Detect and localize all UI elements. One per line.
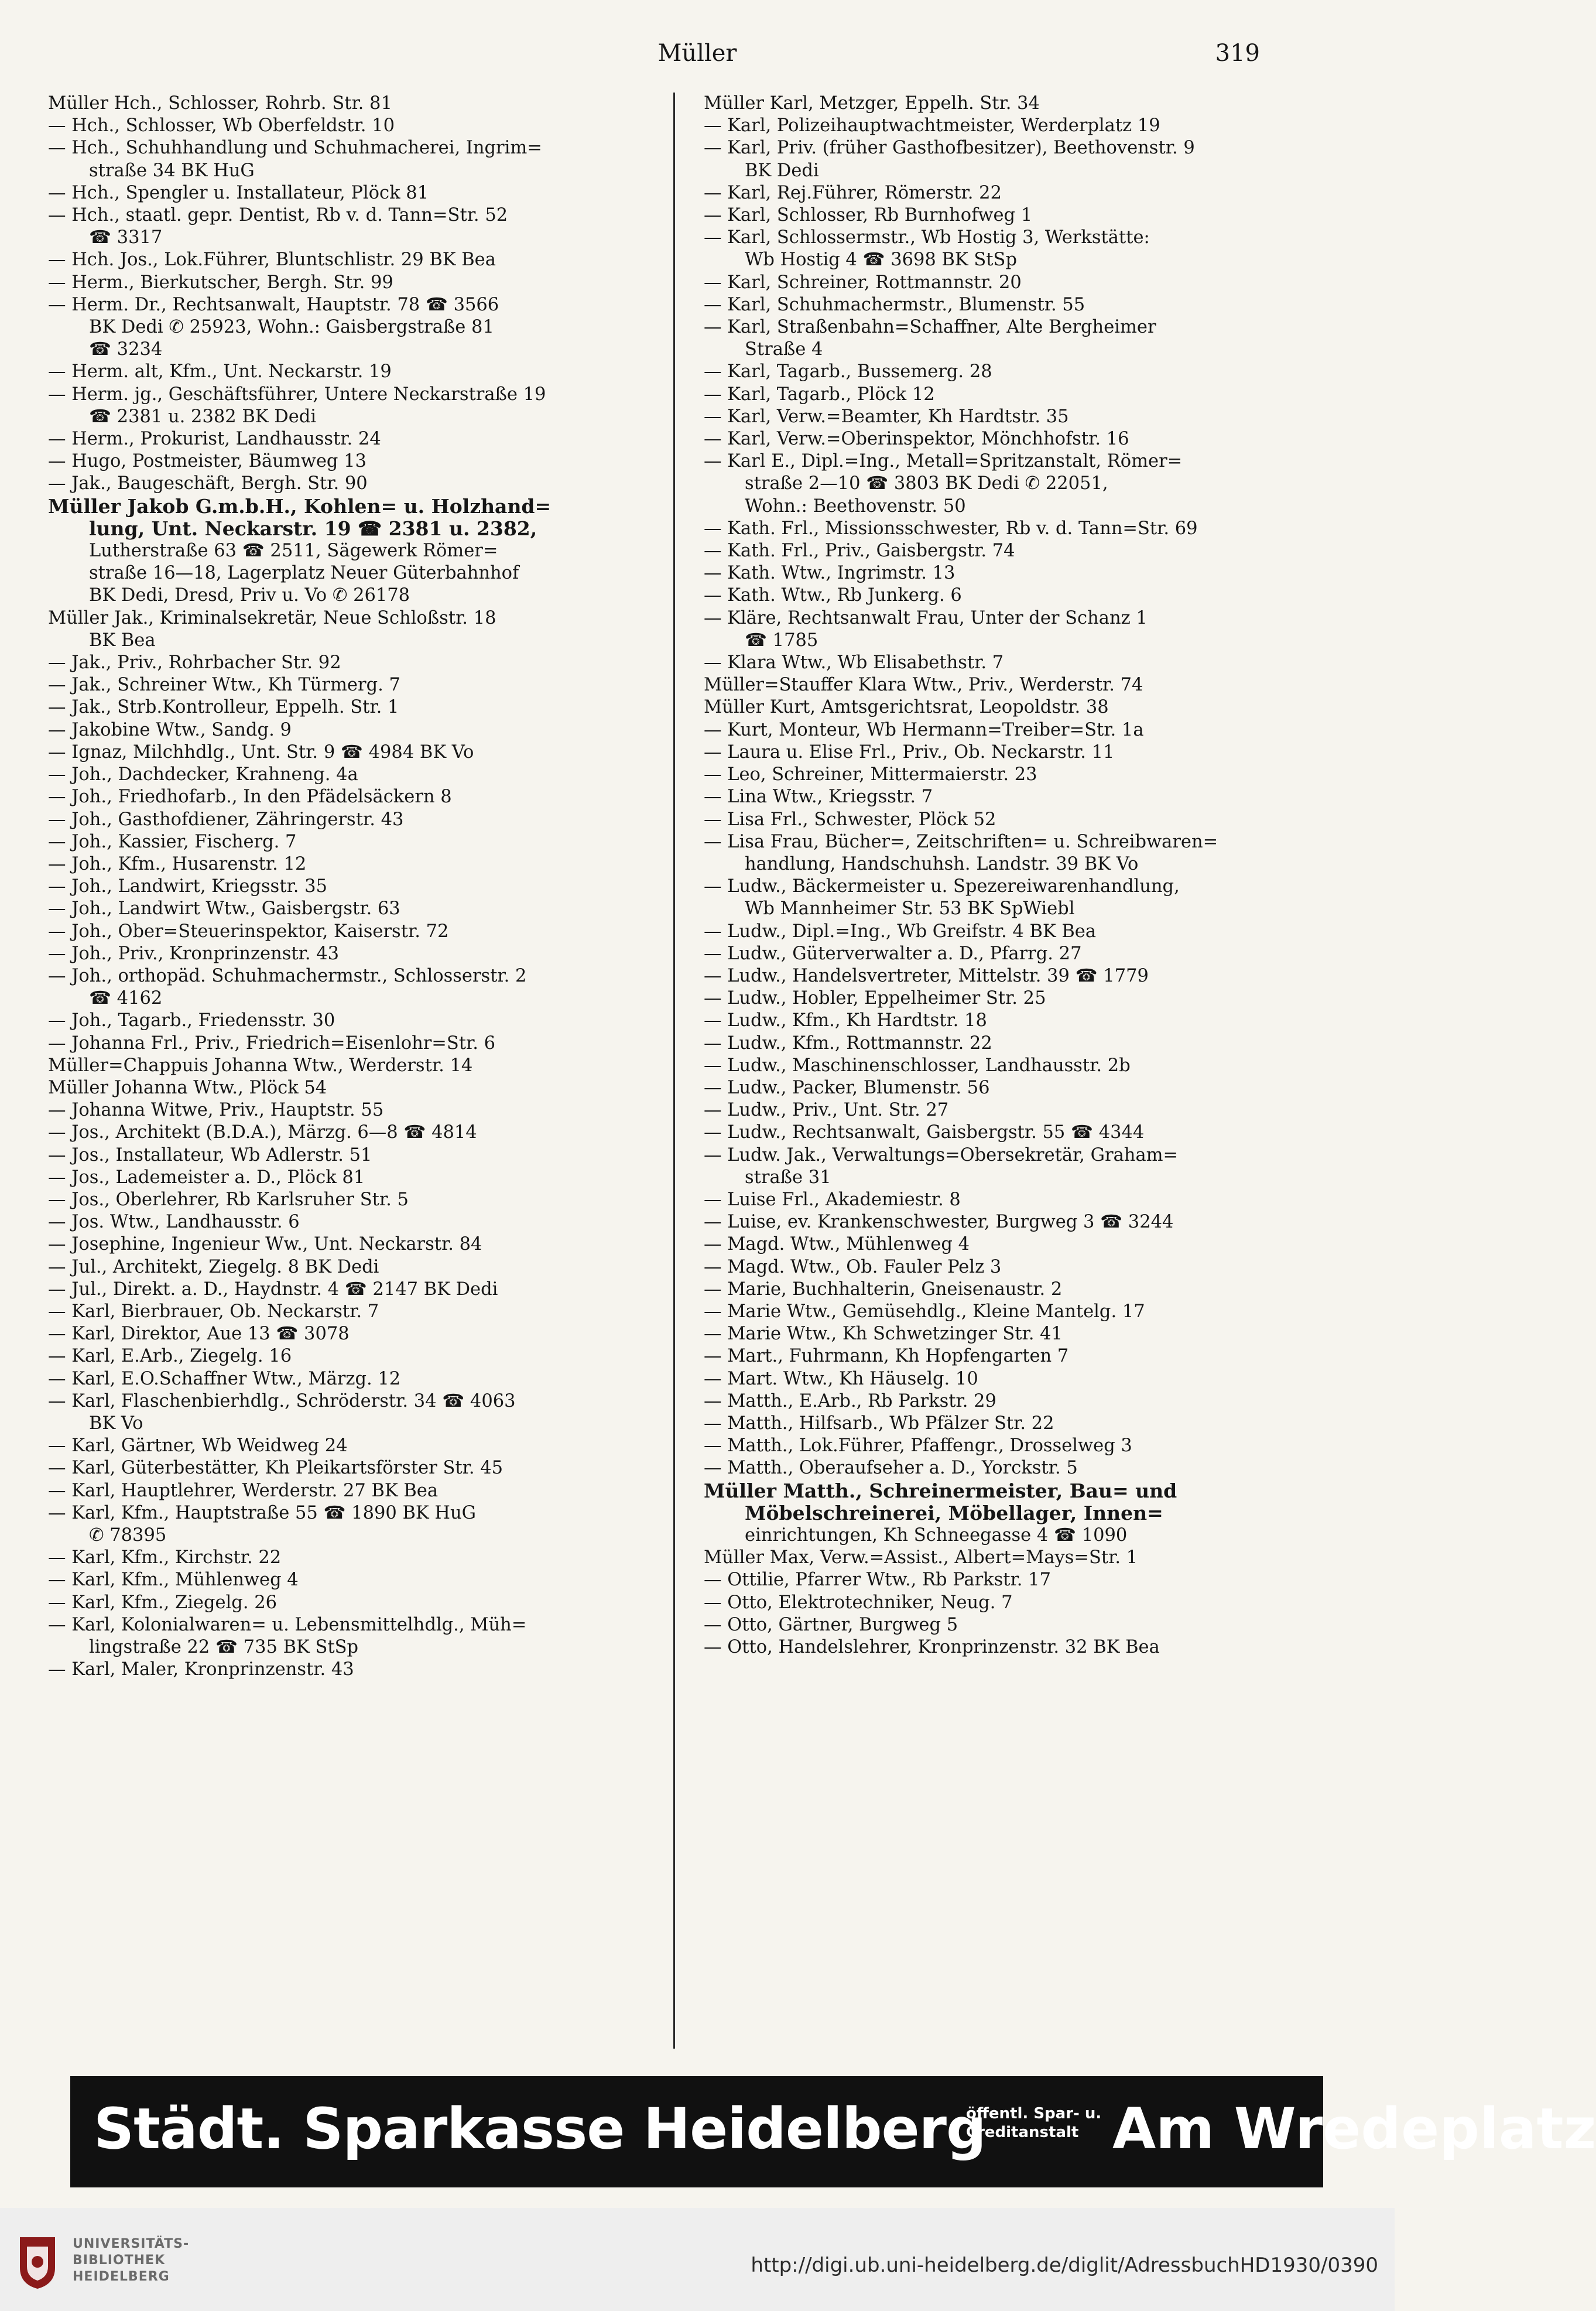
directory-entry: — Jak., Strb.Kontrolleur, Eppelh. Str. 1 [48,697,399,718]
directory-entry: — Jos., Architekt (B.D.A.), Märzg. 6—8 ☎ 4814 [48,1122,477,1143]
page-header [0,40,1395,75]
directory-entry: — Karl, Schuhmachermstr., Blumenstr. 55 [704,294,1085,315]
directory-entry: — Joh., Landwirt Wtw., Gaisbergstr. 63 [48,898,400,919]
directory-entry: — Ludw., Hobler, Eppelheimer Str. 25 [704,988,1046,1009]
directory-entry: — Karl, Kolonialwaren= u. Lebensmittelhdlg., Müh= [48,1614,527,1635]
column-divider [673,93,675,2049]
directory-entry: — Ludw., Handelsvertreter, Mittelstr. 39 ☎ 1779 [704,965,1149,986]
directory-entry: — Jos., Installateur, Wb Adlerstr. 51 [48,1144,372,1165]
directory-entry: — Karl E., Dipl.=Ing., Metall=Spritzanstalt, Römer= [704,451,1183,472]
directory-entry: BK Dedi [745,160,819,181]
directory-entry: — Karl, Tagarb., Plöck 12 [704,384,935,405]
directory-entry: — Matth., E.Arb., Rb Parkstr. 29 [704,1390,996,1411]
directory-entry: — Leo, Schreiner, Mittermaierstr. 23 [704,764,1037,785]
directory-entry: — Ludw. Jak., Verwaltungs=Obersekretär, Graham= [704,1144,1179,1165]
directory-entry: — Joh., Kfm., Husarenstr. 12 [48,853,307,874]
directory-entry: — Ludw., Kfm., Rottmannstr. 22 [704,1033,992,1054]
directory-entry: — Joh., Friedhofarb., In den Pfädelsäckern 8 [48,787,452,808]
directory-entry: — Luise Frl., Akademiestr. 8 [704,1189,961,1210]
directory-entry: — Ottilie, Pfarrer Wtw., Rb Parkstr. 17 [704,1570,1051,1591]
directory-entry: — Ludw., Dipl.=Ing., Wb Greifstr. 4 BK Bea [704,921,1097,942]
directory-entry: — Ludw., Rechtsanwalt, Gaisbergstr. 55 ☎ 4344 [704,1122,1145,1143]
directory-entry: Müller Matth., Schreinermeister, Bau= und [704,1479,1177,1502]
directory-entry: straße 34 BK HuG [89,160,255,181]
directory-entry: — Jak., Priv., Rohrbacher Str. 92 [48,652,341,674]
directory-entry: — Herm., Bierkutscher, Bergh. Str. 99 [48,272,393,293]
directory-entry: — Magd. Wtw., Mühlenweg 4 [704,1234,970,1255]
directory-entry: — Kath. Wtw., Ingrimstr. 13 [704,563,955,584]
directory-entry: — Karl, Polizeihauptwachtmeister, Werderplatz 19 [704,115,1160,136]
directory-entry: — Karl, Verw.=Beamter, Kh Hardtstr. 35 [704,406,1069,427]
directory-entry: — Otto, Gärtner, Burgweg 5 [704,1614,958,1635]
directory-entry: — Karl, Flaschenbierhdlg., Schröderstr. 34 ☎ 4063 [48,1390,516,1411]
directory-entry: einrichtungen, Kh Schneegasse 4 ☎ 1090 [745,1525,1128,1546]
directory-entry: — Karl, Tagarb., Bussemerg. 28 [704,361,992,382]
directory-entry: — Lisa Frl., Schwester, Plöck 52 [704,809,996,830]
directory-entry: — Karl, Kfm., Hauptstraße 55 ☎ 1890 BK HuG [48,1502,476,1523]
directory-entry: — Jos., Lademeister a. D., Plöck 81 [48,1167,365,1188]
directory-entry: straße 2—10 ☎ 3803 BK Dedi ✆ 22051, [745,473,1108,494]
directory-entry: — Jul., Direkt. a. D., Haydnstr. 4 ☎ 2147 BK Dedi [48,1278,498,1300]
directory-entry: Müller Karl, Metzger, Eppelh. Str. 34 [704,93,1040,114]
university-seal-icon [14,2233,61,2291]
directory-entry: — Joh., orthopäd. Schuhmachermstr., Schlosserstr. 2 [48,965,527,986]
directory-entry: — Joh., Landwirt, Kriegsstr. 35 [48,876,327,897]
directory-entry: — Mart., Fuhrmann, Kh Hopfengarten 7 [704,1346,1069,1367]
directory-entry: straße 16—18, Lagerplatz Neuer Güterbahnhof [89,563,519,584]
directory-columns [48,93,1348,2049]
directory-entry: Müller Max, Verw.=Assist., Albert=Mays=Str. 1 [704,1547,1138,1568]
directory-entry: — Karl, Priv. (früher Gasthofbesitzer), Beethovenstr. 9 [704,138,1195,159]
directory-entry: — Jak., Schreiner Wtw., Kh Türmerg. 7 [48,675,400,696]
directory-entry: — Ludw., Kfm., Kh Hardtstr. 18 [704,1010,987,1031]
directory-entry: — Joh., Ober=Steuerinspektor, Kaiserstr. 72 [48,921,449,942]
directory-entry: — Hugo, Postmeister, Bäumweg 13 [48,451,367,472]
directory-entry: — Luise, ev. Krankenschwester, Burgweg 3 ☎ 3244 [704,1212,1174,1233]
directory-entry: Müller=Stauffer Klara Wtw., Priv., Werderstr. 74 [704,675,1143,696]
directory-entry: — Karl, Gärtner, Wb Weidweg 24 [48,1435,348,1457]
directory-entry: — Kath. Frl., Priv., Gaisbergstr. 74 [704,541,1015,562]
directory-entry: — Hch., staatl. gepr. Dentist, Rb v. d. Tann=Str. 52 [48,205,508,226]
directory-entry: BK Dedi ✆ 25923, Wohn.: Gaisbergstraße 81 [89,317,494,338]
directory-entry: — Karl, Schreiner, Rottmannstr. 20 [704,272,1022,293]
directory-entry: lung, Unt. Neckarstr. 19 ☎ 2381 u. 2382, [89,517,537,540]
directory-entry: Müller=Chappuis Johanna Wtw., Werderstr. 14 [48,1055,473,1076]
directory-entry: Müller Jak., Kriminalsekretär, Neue Schloßstr. 18 [48,607,496,628]
directory-entry: — Kläre, Rechtsanwalt Frau, Unter der Schanz 1 [704,607,1148,628]
directory-entry: — Joh., Gasthofdiener, Zähringerstr. 43 [48,809,404,830]
directory-entry: — Marie Wtw., Gemüsehdlg., Kleine Mantelg. 17 [704,1301,1145,1322]
directory-entry: — Ignaz, Milchhdlg., Unt. Str. 9 ☎ 4984 BK Vo [48,741,474,763]
right-column [704,93,1324,2049]
directory-entry: Müller Kurt, Amtsgerichtsrat, Leopoldstr. 38 [704,697,1109,718]
source-url[interactable]: http://digi.ub.uni-heidelberg.de/diglit/AdressbuchHD1930/0390 [751,2254,1378,2277]
directory-entry: — Joh., Kassier, Fischerg. 7 [48,831,297,852]
directory-entry: — Kath. Frl., Missionsschwester, Rb v. d. Tann=Str. 69 [704,518,1198,539]
ad-subtext [966,2104,1101,2142]
directory-entry: — Matth., Hilfsarb., Wb Pfälzer Str. 22 [704,1413,1054,1434]
directory-entry: — Ludw., Packer, Blumenstr. 56 [704,1077,990,1098]
directory-entry: — Karl, E.Arb., Ziegelg. 16 [48,1346,292,1367]
directory-entry: ☎ 2381 u. 2382 BK Dedi [89,406,317,427]
directory-entry: Müller Jakob G.m.b.H., Kohlen= u. Holzhand= [48,494,552,518]
directory-entry: — Kurt, Monteur, Wb Hermann=Treiber=Str. 1a [704,719,1144,740]
directory-entry: — Karl, Bierbrauer, Ob. Neckarstr. 7 [48,1301,379,1322]
library-logo-text [73,2236,189,2285]
directory-entry: — Herm. alt, Kfm., Unt. Neckarstr. 19 [48,361,392,382]
directory-entry: — Joh., Tagarb., Friedensstr. 30 [48,1010,335,1031]
directory-entry: — Ludw., Priv., Unt. Str. 27 [704,1100,949,1121]
directory-entry: — Johanna Frl., Priv., Friedrich=Eisenlohr=Str. 6 [48,1033,496,1054]
directory-entry: Wohn.: Beethovenstr. 50 [745,495,966,517]
directory-entry: — Joh., Dachdecker, Krahneng. 4a [48,764,358,785]
directory-entry: — Karl, Hauptlehrer, Werderstr. 27 BK Bea [48,1480,439,1501]
directory-entry: ☎ 4162 [89,988,163,1009]
directory-entry: — Karl, Kfm., Mühlenweg 4 [48,1570,299,1591]
directory-entry: — Karl, E.O.Schaffner Wtw., Märzg. 12 [48,1368,401,1389]
directory-entry: — Klara Wtw., Wb Elisabethstr. 7 [704,652,1004,674]
directory-entry: — Mart. Wtw., Kh Häuselg. 10 [704,1368,978,1389]
directory-entry: — Hch., Schuhhandlung und Schuhmacherei, Ingrim= [48,138,542,159]
directory-entry: handlung, Handschuhsh. Landstr. 39 BK Vo [745,853,1139,874]
directory-entry: — Laura u. Elise Frl., Priv., Ob. Neckarstr. 11 [704,741,1115,763]
logo-line-1: UNIVERSITÄTS- [73,2237,190,2251]
logo-line-3: HEIDELBERG [73,2269,170,2284]
directory-entry: — Karl, Güterbestätter, Kh Pleikartsförster Str. 45 [48,1458,504,1479]
directory-entry: — Karl, Rej.Führer, Römerstr. 22 [704,182,1002,203]
left-column [48,93,669,2049]
directory-entry: — Hch., Schlosser, Wb Oberfeldstr. 10 [48,115,395,136]
ad-main-text: Städt. Sparkasse Heidelberg [94,2096,986,2162]
directory-entry: — Lina Wtw., Kriegsstr. 7 [704,787,933,808]
directory-entry: — Karl, Verw.=Oberinspektor, Mönchhofstr. 16 [704,429,1129,450]
directory-entry: Möbelschreinerei, Möbellager, Innen= [745,1501,1163,1524]
directory-entry: — Ludw., Bäckermeister u. Spezereiwarenhandlung, [704,876,1180,897]
directory-entry: Lutherstraße 63 ☎ 2511, Sägewerk Römer= [89,541,498,562]
directory-entry: — Josephine, Ingenieur Ww., Unt. Neckarstr. 84 [48,1234,482,1255]
directory-entry: — Joh., Priv., Kronprinzenstr. 43 [48,943,340,964]
directory-entry: — Jul., Architekt, Ziegelg. 8 BK Dedi [48,1256,379,1277]
directory-entry: — Karl, Schlosser, Rb Burnhofweg 1 [704,205,1033,226]
directory-entry: — Karl, Kfm., Kirchstr. 22 [48,1547,282,1568]
directory-entry: — Ludw., Güterverwalter a. D., Pfarrg. 27 [704,943,1082,964]
directory-entry: — Hch., Spengler u. Installateur, Plöck 81 [48,182,429,203]
running-head: Müller [657,40,737,67]
directory-entry: — Kath. Wtw., Rb Junkerg. 6 [704,585,962,606]
directory-entry: — Herm. Dr., Rechtsanwalt, Hauptstr. 78 ☎ 3566 [48,294,499,315]
ad-subtext-line1: öffentl. Spar- u. [966,2105,1102,2122]
directory-entry: ☎ 3234 [89,339,163,360]
directory-entry: ☎ 1785 [745,630,818,651]
directory-entry: Müller Hch., Schlosser, Rohrb. Str. 81 [48,93,392,114]
directory-entry: ✆ 78395 [89,1525,167,1546]
directory-entry: — Matth., Lok.Führer, Pfaffengr., Drosselweg 3 [704,1435,1132,1457]
directory-entry: ☎ 3317 [89,227,163,248]
directory-entry: — Herm. jg., Geschäftsführer, Untere Neckarstraße 19 [48,384,546,405]
sparkasse-advertisement [70,2076,1596,2187]
directory-entry: BK Bea [89,630,156,651]
directory-entry: — Jakobine Wtw., Sandg. 9 [48,719,292,740]
directory-entry: — Karl, Direktor, Aue 13 ☎ 3078 [48,1324,350,1345]
directory-entry: — Matth., Oberaufseher a. D., Yorckstr. 5 [704,1458,1078,1479]
directory-entry: lingstraße 22 ☎ 735 BK StSp [89,1637,359,1658]
directory-entry: — Jos. Wtw., Landhausstr. 6 [48,1212,300,1233]
directory-entry: — Johanna Witwe, Priv., Hauptstr. 55 [48,1100,384,1121]
directory-entry: BK Dedi, Dresd, Priv u. Vo ✆ 26178 [89,585,410,606]
directory-entry: — Karl, Kfm., Ziegelg. 26 [48,1592,278,1613]
directory-entry: — Jos., Oberlehrer, Rb Karlsruher Str. 5 [48,1189,409,1210]
directory-entry: — Karl, Straßenbahn=Schaffner, Alte Bergheimer [704,317,1156,338]
ad-subtext-line2: Creditanstalt [966,2124,1079,2141]
directory-entry: — Jak., Baugeschäft, Bergh. Str. 90 [48,473,368,494]
directory-entry: BK Vo [89,1413,143,1434]
directory-entry: — Marie, Buchhalterin, Gneisenaustr. 2 [704,1278,1063,1300]
directory-entry: straße 31 [745,1167,831,1188]
directory-entry: — Magd. Wtw., Ob. Fauler Pelz 3 [704,1256,1002,1277]
directory-entry: — Ludw., Maschinenschlosser, Landhausstr. 2b [704,1055,1131,1076]
directory-entry: Straße 4 [745,339,823,360]
viewer-footer [0,2208,1395,2311]
directory-entry: Müller Johanna Wtw., Plöck 54 [48,1077,327,1098]
directory-entry: — Karl, Schlossermstr., Wb Hostig 3, Werkstätte: [704,227,1150,248]
ad-location-text: Am Wredeplatz [1112,2096,1596,2162]
directory-entry: Wb Hostig 4 ☎ 3698 BK StSp [745,249,1017,271]
logo-line-2: BIBLIOTHEK [73,2253,166,2268]
directory-entry: — Lisa Frau, Bücher=, Zeitschriften= u. Schreibwaren= [704,831,1218,852]
directory-entry: — Hch. Jos., Lok.Führer, Bluntschlistr. 29 BK Bea [48,249,496,271]
directory-entry: — Marie Wtw., Kh Schwetzinger Str. 41 [704,1324,1063,1345]
directory-entry: — Karl, Maler, Kronprinzenstr. 43 [48,1659,354,1680]
directory-entry: — Otto, Handelslehrer, Kronprinzenstr. 32 BK Bea [704,1637,1160,1658]
directory-entry: — Otto, Elektrotechniker, Neug. 7 [704,1592,1013,1613]
directory-entry: Wb Mannheimer Str. 53 BK SpWiebl [745,898,1075,919]
directory-entry: — Herm., Prokurist, Landhausstr. 24 [48,429,381,450]
page-number: 319 [1215,40,1260,67]
